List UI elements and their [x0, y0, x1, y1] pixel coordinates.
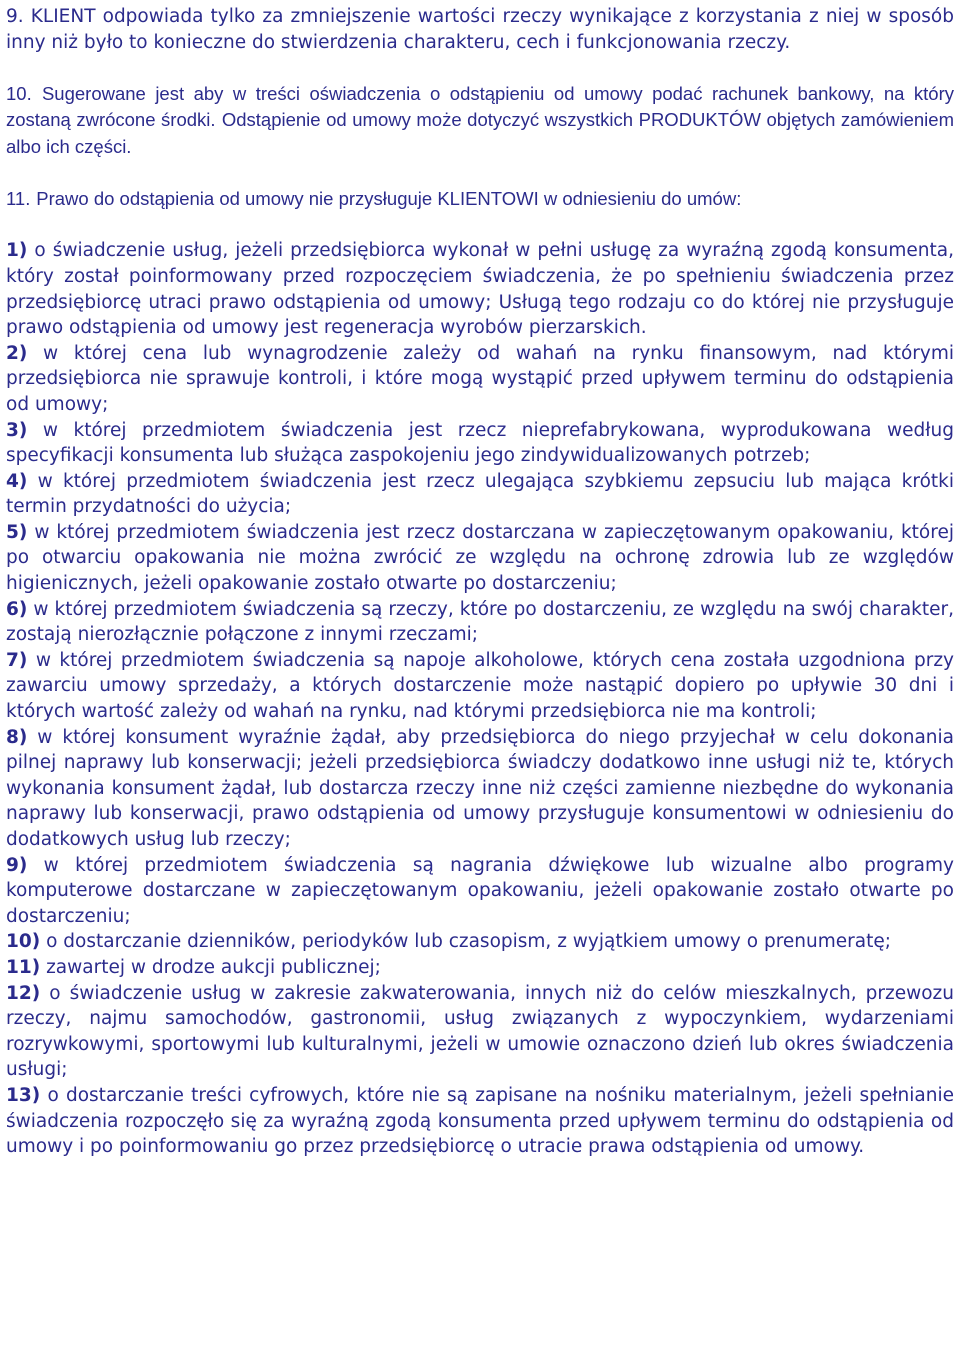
- list-item-number: 1): [6, 240, 28, 262]
- list-item-number: 8): [6, 726, 28, 748]
- list-item-number: 10): [6, 931, 41, 953]
- paragraph-point-9: 9. KLIENT odpowiada tylko za zmniejszenie wartości rzeczy wynikające z korzystania z niej w sposób inny niż było to konieczne do stwierdzenia charakteru, cech i funkcjonowania rzeczy.: [6, 6, 954, 53]
- list-item: [6, 520, 954, 597]
- list-item: [6, 929, 954, 955]
- list-item-text: o dostarczanie treści cyfrowych, które nie są zapisane na nośniku materialnym, jeżeli spełnianie świadczenia rozpoczęło się za wyraźną zgodą konsumenta przed upływem terminu do odstąpienia od umowy i po poinformowaniu go przez przedsiębiorcę o utracie prawa odstąpienia od umowy.: [6, 1084, 954, 1158]
- list-item: [6, 238, 954, 340]
- list-item: [6, 955, 954, 981]
- list-item-text: w której przedmiotem świadczenia są napoje alkoholowe, których cena została uzgodniona przy zawarciu umowy sprzedaży, a których dostarczenie może nastąpić dopiero po upływie 30 dni i których wartość zależy od wahań na rynku, nad którymi przedsiębiorca nie ma kontroli;: [6, 649, 954, 723]
- point-11-intro: Prawo do odstąpienia od umowy nie przysługuje KLIENTOWI w odniesieniu do umów:: [36, 188, 742, 210]
- list-item-text: o dostarczanie dzienników, periodyków lub czasopism, z wyjątkiem umowy o prenumeratę;: [46, 931, 891, 953]
- list-item: [6, 648, 954, 725]
- list-item-text: w której przedmiotem świadczenia jest rzecz dostarczana w zapieczętowanym opakowaniu, której po otwarciu opakowania nie można zwrócić ze względu na ochronę zdrowia lub ze względów higienicznych, jeżeli opakowanie zostało otwarte po dostarczeniu;: [6, 521, 954, 595]
- list-item: [6, 469, 954, 520]
- list-item-number: 5): [6, 521, 28, 543]
- list-item: [6, 981, 954, 1083]
- list-item: [6, 341, 954, 418]
- list-item-text: w której przedmiotem świadczenia są rzeczy, które po dostarczeniu, ze względu na swój charakter, zostają nierozłącznie połączone z innymi rzeczami;: [6, 598, 954, 646]
- list-item: [6, 725, 954, 853]
- list-item-number: 2): [6, 342, 28, 364]
- list-item: [6, 418, 954, 469]
- list-item-text: w której przedmiotem świadczenia jest rzecz nieprefabrykowana, wyprodukowana według specyfikacji konsumenta lub służąca zaspokojeniu jego zindywidualizowanych potrzeb;: [6, 419, 954, 467]
- list-item: [6, 1083, 954, 1160]
- list-item-text: w której konsument wyraźnie żądał, aby przedsiębiorca do niego przyjechał w celu dokonania pilnej naprawy lub konserwacji; jeżeli przedsiębiorca świadczy dodatkowo inne usługi niż te, których wykonania konsument żądał, lub dostarcza rzeczy inne niż części zamienne niezbędne do wykonania naprawy lub konserwacji, prawo odstąpienia od umowy przysługuje konsumentowi w odniesieniu do dodatkowych usług lub rzeczy;: [6, 726, 954, 850]
- list-item: [6, 597, 954, 648]
- list-item-number: 7): [6, 649, 28, 671]
- list-item-text: w której cena lub wynagrodzenie zależy od wahań na rynku finansowym, nad którymi przedsiębiorca nie sprawuje kontroli, i które mogą wystąpić przed upływem terminu do odstąpienia od umowy;: [6, 342, 954, 415]
- list-item-number: 12): [6, 982, 41, 1004]
- point-11-number: 11.: [6, 188, 31, 210]
- paragraph-spacer: [6, 213, 954, 239]
- list-item-number: 13): [6, 1084, 41, 1106]
- point-10-text-part1: Sugerowane jest aby w treści oświadczenia o odstąpieniu od umowy podać rachunek bankowy, na który zostaną zwrócone środki.: [6, 82, 954, 131]
- paragraph-spacer: [6, 55, 954, 81]
- list-item-text: w której przedmiotem świadczenia są nagrania dźwiękowe lub wizualne albo programy komputerowe dostarczane w zapieczętowanym opakowaniu, jeżeli opakowanie zostało otwarte po dostarczeniu;: [6, 854, 954, 927]
- list-item-text: o świadczenie usług w zakresie zakwaterowania, innych niż do celów mieszkalnych, przewozu rzeczy, najmu samochodów, gastronomii, usług związanych z wypoczynkiem, wydarzeniami rozrywkowymi, sportowymi lub kulturalnymi, jeżeli w umowie oznaczono dzień lub okres świadczenia usługi;: [6, 982, 954, 1081]
- paragraph-point-10: [6, 81, 954, 161]
- point-10-text-part2: Odstąpienie od umowy może dotyczyć wszystkich PRODUKTÓW objętych zamówieniem albo ich części.: [6, 109, 954, 157]
- list-item-number: 9): [6, 854, 28, 876]
- list-item-number: 4): [6, 470, 28, 492]
- point-10-number: 10.: [6, 82, 32, 104]
- list-item-text: w której przedmiotem świadczenia jest rzecz ulegająca szybkiemu zepsuciu lub mająca krótki termin przydatności do użycia;: [6, 470, 954, 518]
- list-item-text: zawartej w drodze aukcji publicznej;: [46, 956, 381, 978]
- document-page: [6, 4, 954, 1160]
- paragraph-point-11: [6, 186, 954, 213]
- list-item: [6, 853, 954, 930]
- exceptions-list: [6, 238, 954, 1159]
- paragraph-spacer: [6, 161, 954, 187]
- list-item-number: 3): [6, 419, 28, 441]
- list-item-number: 11): [6, 956, 41, 978]
- list-item-text: o świadczenie usług, jeżeli przedsiębiorca wykonał w pełni usługę za wyraźną zgodą konsumenta, który został poinformowany przed rozpoczęciem świadczenia, że po spełnieniu świadczenia przez przedsiębiorcę utraci prawo odstąpienia od umowy; Usługą tego rodzaju co do której nie przysługuje prawo odstąpienia od umowy jest regeneracja wyrobów pierzarskich.: [6, 240, 954, 339]
- list-item-number: 6): [6, 598, 28, 620]
